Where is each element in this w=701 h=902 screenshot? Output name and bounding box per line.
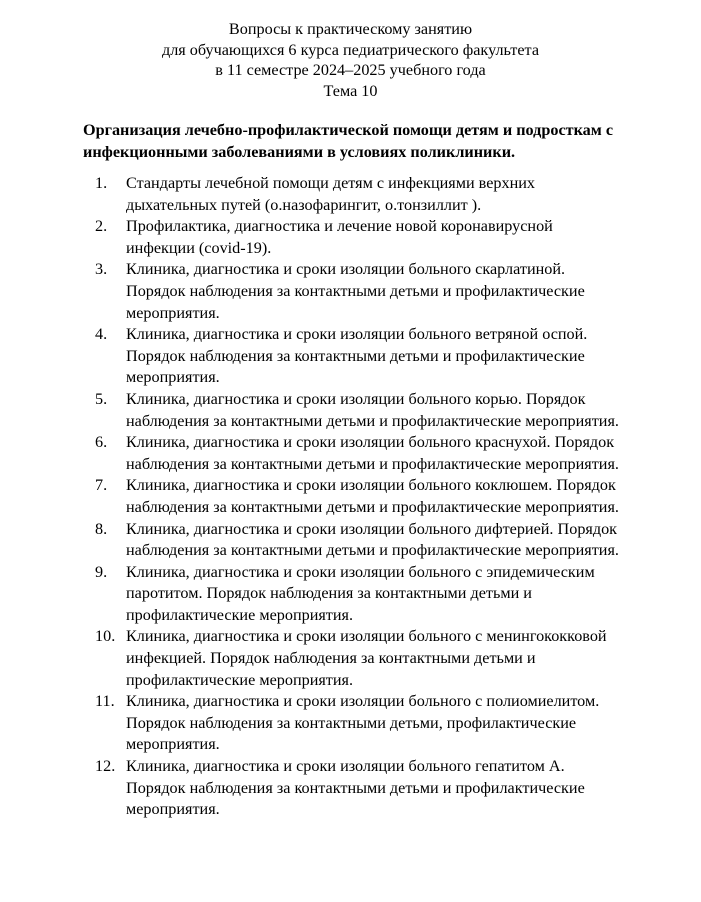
question-item [0, 432, 671, 475]
question-number: 12. [95, 757, 116, 776]
question-text-line: Порядок наблюдения за контактными детьми и профилактические [126, 281, 585, 300]
question-text-line: Клиника, диагностика и сроки изоляции больного дифтерией. Порядок [126, 519, 618, 538]
question-text-line: Стандарты лечебной помощи детям с инфекциями верхних [126, 174, 536, 192]
question-text-line: Клиника, диагностика и сроки изоляции больного краснухой. Порядок [126, 433, 615, 452]
document-header [0, 19, 701, 101]
question-text-line: Клиника, диагностика и сроки изоляции больного с эпидемическим [126, 562, 595, 581]
question-text-line: Клиника, диагностика и сроки изоляции больного скарлатиной. [126, 260, 566, 279]
question-number: 6. [95, 433, 108, 452]
question-text-line: профилактические мероприятия. [126, 605, 354, 624]
question-text-line: наблюдения за контактными детьми и профилактические мероприятия. [126, 541, 619, 560]
question-text-line: Порядок наблюдения за контактными детьми, профилактические [126, 713, 577, 732]
question-text-line: инфекции (covid-19). [126, 238, 272, 257]
question-item [0, 216, 671, 259]
question-item [0, 519, 671, 562]
header-line-title: Вопросы к практическому занятию [228, 20, 473, 38]
question-item [0, 626, 671, 691]
question-text-line: наблюдения за контактными детьми и профилактические мероприятия. [126, 497, 619, 516]
lesson-subject: Организация лечебно-профилактической помощи детям и подросткам с инфекционными заболеваниями в условиях поликлиники. [83, 121, 614, 161]
question-number: 10. [95, 627, 116, 646]
question-item [0, 475, 671, 518]
question-text-line: паротитом. Порядок наблюдения за контактными детьми и [126, 584, 532, 603]
question-text-line: Профилактика, диагностика и лечение новой коронавирусной [126, 217, 553, 236]
question-text-line: мероприятия. [126, 368, 220, 387]
question-text-line: наблюдения за контактными детьми и профилактические мероприятия. [126, 454, 619, 473]
question-item [0, 562, 671, 627]
header-line-semester: в 11 семестре 2024–2025 учебного года [215, 61, 486, 79]
question-text-line: Клиника, диагностика и сроки изоляции больного с менингококковой [126, 627, 607, 646]
question-text-line: дыхательных путей (о.назофарингит, о.тонзиллит ). [126, 195, 482, 214]
question-item [0, 756, 671, 821]
question-number: 4. [95, 325, 108, 344]
question-item [0, 259, 671, 324]
question-item [0, 173, 671, 216]
question-number: 7. [95, 476, 108, 495]
question-number: 1. [95, 174, 108, 192]
question-text-line: Порядок наблюдения за контактными детьми и профилактические [126, 778, 585, 797]
question-text-line: профилактические мероприятия. [126, 670, 354, 689]
question-text-line: Клиника, диагностика и сроки изоляции больного гепатитом А. [126, 757, 565, 776]
question-text-line: мероприятия. [126, 800, 220, 819]
question-text-line: Порядок наблюдения за контактными детьми и профилактические [126, 346, 585, 365]
question-text-line: мероприятия. [126, 735, 220, 754]
question-text-line: Клиника, диагностика и сроки изоляции больного корью. Порядок [126, 389, 586, 408]
question-number: 8. [95, 519, 108, 538]
question-list [0, 173, 701, 821]
question-item [0, 691, 671, 756]
question-item [0, 324, 671, 389]
question-number: 9. [95, 562, 108, 581]
question-text-line: наблюдения за контактными детьми и профилактические мероприятия. [126, 411, 619, 430]
question-number: 2. [95, 217, 108, 236]
question-text-line: мероприятия. [126, 303, 220, 322]
header-line-audience: для обучающихся 6 курса педиатрического факультета [161, 40, 540, 59]
question-number: 3. [95, 260, 108, 279]
question-text-line: Клиника, диагностика и сроки изоляции больного с полиомиелитом. [126, 692, 600, 711]
question-text-line: Клиника, диагностика и сроки изоляции больного коклюшем. Порядок [126, 476, 616, 495]
question-text-line: инфекцией. Порядок наблюдения за контактными детьми и [126, 649, 536, 668]
question-number: 5. [95, 389, 108, 408]
question-text-line: Клиника, диагностика и сроки изоляции больного ветряной оспой. [126, 325, 588, 344]
question-item [0, 389, 671, 432]
header-line-topic: Тема 10 [323, 81, 378, 100]
question-number: 11. [95, 692, 115, 711]
